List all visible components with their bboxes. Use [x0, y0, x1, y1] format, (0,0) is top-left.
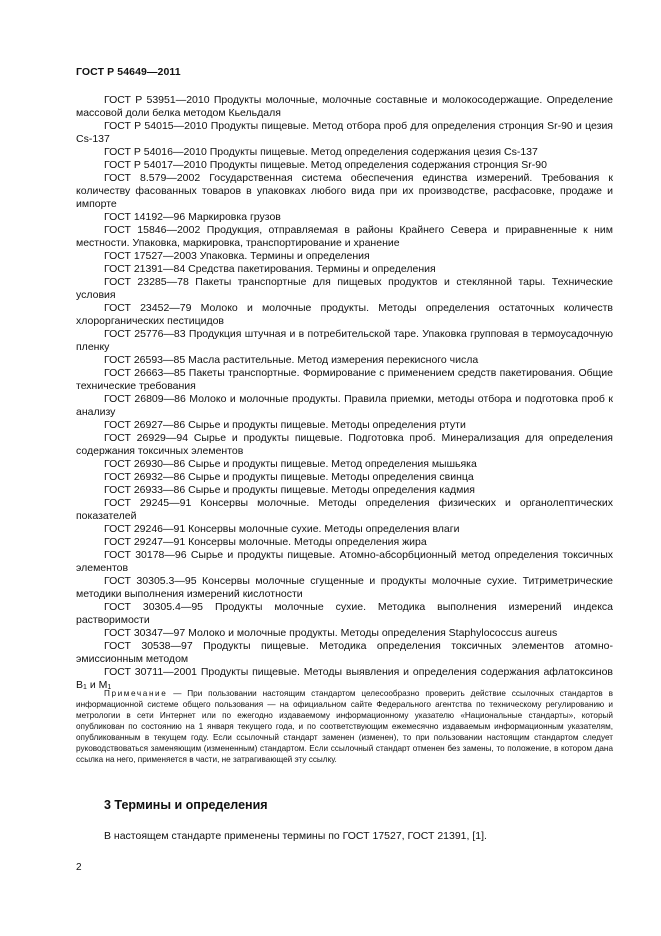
note [76, 688, 613, 765]
reference-entry: ГОСТ 15846—2002 Продукция, отправляемая в районы Крайнего Севера и приравненные к ним местности. Упаковка, маркировка, транспортирование и хранение [76, 224, 613, 249]
section-paragraph: В настоящем стандарте применены термины по ГОСТ 17527, ГОСТ 21391, [1]. [104, 830, 487, 842]
subscript: 1 [83, 684, 87, 691]
reference-entry: ГОСТ 29246—91 Консервы молочные сухие. Методы определения влаги [104, 523, 460, 535]
reference-entry: ГОСТ Р 54016—2010 Продукты пищевые. Метод определения содержания цезия Cs-137 [104, 146, 538, 158]
reference-entry: ГОСТ 23452—79 Молоко и молочные продукты. Методы определения остаточных количеств хлорорганических пестицидов [76, 302, 613, 327]
note-label: Примечание [104, 689, 168, 698]
reference-entry: ГОСТ 25776—83 Продукция штучная и в потребительской таре. Упаковка групповая в термоусадочную пленку [76, 328, 613, 353]
reference-entry: ГОСТ 26932—86 Сырье и продукты пищевые. Методы определения свинца [104, 471, 474, 483]
reference-entry: ГОСТ 30305.4—95 Продукты молочные сухие. Методика выполнения измерений индекса растворимости [76, 601, 613, 626]
reference-entry: ГОСТ 26593—85 Масла растительные. Метод измерения перекисного числа [104, 354, 479, 366]
reference-entry: ГОСТ 26663—85 Пакеты транспортные. Формирование с применением средств пакетирования. Общие технические требования [76, 367, 613, 392]
reference-entry: ГОСТ Р 54017—2010 Продукты пищевые. Метод определения содержания стронция Sr-90 [104, 159, 547, 171]
reference-entry: ГОСТ 30178—96 Сырье и продукты пищевые. Атомно-абсорбционный метод определения токсичных элементов [76, 549, 613, 574]
reference-entry: ГОСТ 30538—97 Продукты пищевые. Методика определения токсичных элементов атомно-эмиссионным методом [76, 640, 613, 665]
section-heading: 3 Термины и определения [104, 798, 268, 812]
reference-entry: ГОСТ 26929—94 Сырье и продукты пищевые. Подготовка проб. Минерализация для определения содержания токсичных элементов [76, 432, 613, 457]
reference-text: и M [86, 679, 108, 691]
reference-entry: ГОСТ 14192—96 Маркировка грузов [104, 211, 281, 223]
reference-entry: ГОСТ 21391—84 Средства пакетирования. Термины и определения [104, 263, 436, 275]
document-header: ГОСТ Р 54649—2011 [76, 66, 181, 78]
reference-entry: ГОСТ 26933—86 Сырье и продукты пищевые. Методы определения кадмия [104, 484, 475, 496]
page-number: 2 [76, 862, 82, 873]
reference-entry: ГОСТ 29247—91 Консервы молочные. Методы определения жира [104, 536, 427, 548]
reference-entry: ГОСТ 30305.3—95 Консервы молочные сгущенные и продукты молочные сухие. Титриметрические методики выполнения измерений кислотности [76, 575, 613, 600]
reference-entry: ГОСТ Р 54015—2010 Продукты пищевые. Метод отбора проб для определения стронция Sr-90 и цезия Cs-137 [76, 120, 613, 145]
reference-entry: ГОСТ Р 53951—2010 Продукты молочные, молочные составные и молокосодержащие. Определение массовой доли белка методом Кьельдаля [76, 94, 613, 119]
reference-entry: ГОСТ 30347—97 Молоко и молочные продукты. Методы определения Staphylococcus aureus [104, 627, 558, 639]
reference-entry: ГОСТ 8.579—2002 Государственная система обеспечения единства измерений. Требования к количеству фасованных товаров в упаковках любого вида при их производстве, расфасовке, продаже и импорте [76, 172, 613, 210]
reference-entry: ГОСТ 29245—91 Консервы молочные. Методы определения физических и органолептических показателей [76, 497, 613, 522]
reference-entry: ГОСТ 26927—86 Сырье и продукты пищевые. Методы определения ртути [104, 419, 466, 431]
reference-entry: ГОСТ 26930—86 Сырье и продукты пищевые. Метод определения мышьяка [104, 458, 477, 470]
reference-text: ГОСТ 30711—2001 Продукты пищевые. Методы выявления и определения содержания афлатоксинов B [76, 666, 613, 691]
note-text: — При пользовании настоящим стандартом целесообразно проверить действие ссылочных стандартов в информационной системе общего пользования — на официальном сайте Федерального агентства по техническому регулированию и метрологии в сети Интернет или по ежегодно издаваемому информационному указателю «Национальные стандарты», который опубликован по состоянию на 1 января текущего года, и по соответствующим ежемесячно издаваемым информационным указателям, опубликованным в текущем году. Если ссылочный стандарт заменен (изменен), то при пользовании настоящим стандартом следует руководствоваться заменяющим (измененным) стандартом. Если ссылочный стандарт отменен без замены, то положение, в котором дана ссылка на него, применяется в части, не затрагивающей эту ссылку. [76, 689, 613, 764]
normative-references-list [76, 94, 613, 692]
reference-entry: ГОСТ 23285—78 Пакеты транспортные для пищевых продуктов и стеклянной тары. Технические условия [76, 276, 613, 301]
reference-entry: ГОСТ 17527—2003 Упаковка. Термины и определения [104, 250, 370, 262]
reference-entry: ГОСТ 26809—86 Молоко и молочные продукты. Правила приемки, методы отбора и подготовка проб к анализу [76, 393, 613, 418]
subscript: 1 [107, 684, 112, 691]
